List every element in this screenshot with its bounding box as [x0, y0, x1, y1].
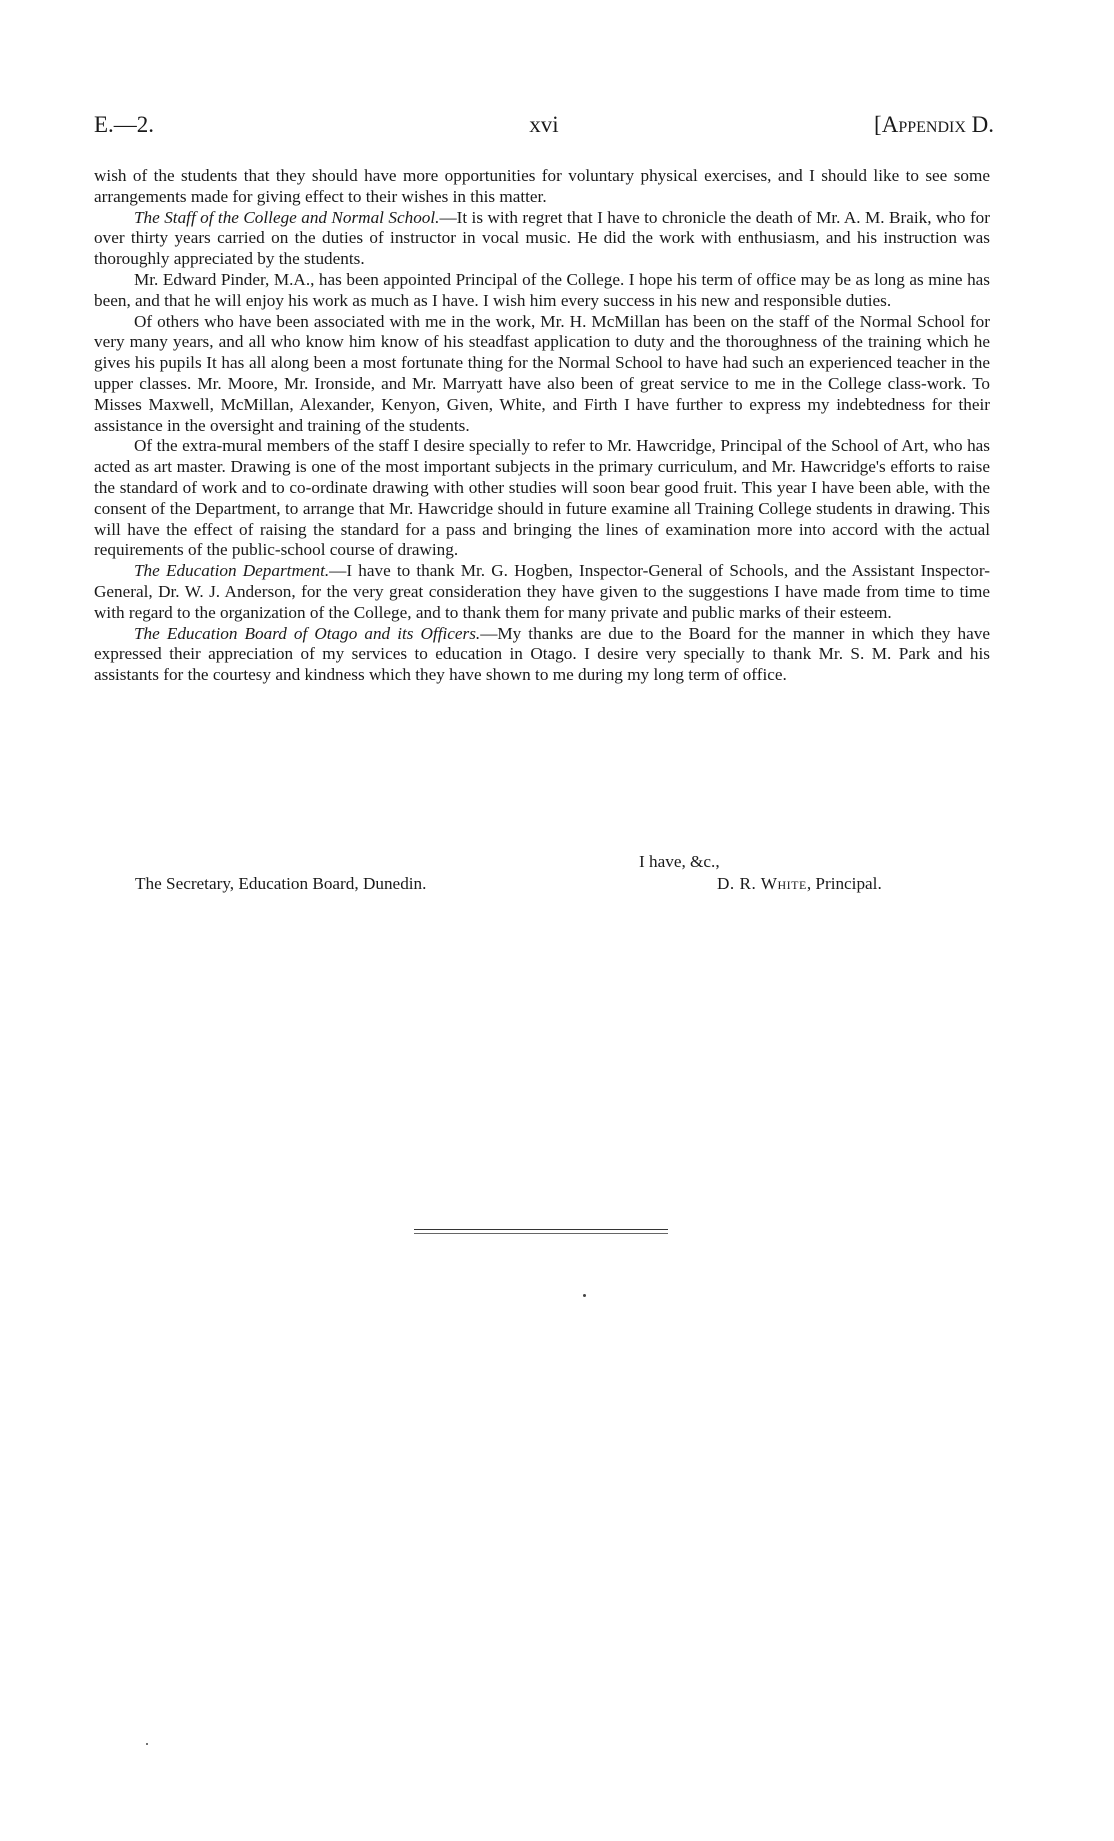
- addressee: The Secretary, Education Board, Dunedin.: [135, 874, 427, 893]
- paragraph: Of the extra-mural members of the staff I desire specially to refer to Mr. Hawcridge, Principal of the School of Art, who has acted as art master. Drawing is one of the most important subjects in the primary curriculum, and Mr. Hawcridge's efforts to raise the standard of work and to co-ordinate drawing with other studies will soon bear good fruit. This year I have been able, with the consent of the Department, to arrange that Mr. Hawcridge should in future examine all Training College students in drawing. This will have the effect of raising the standard for a pass and bringing the lines of examination more into accord with the actual requirements of the public-school course of drawing.: [94, 436, 990, 560]
- document-code: E.—2.: [94, 112, 155, 137]
- report-body: [94, 166, 990, 686]
- paragraph: wish of the students that they should have more opportunities for voluntary physical exercises, and I should like to see some arrangements made for giving effect to their wishes in this matter.: [94, 166, 990, 206]
- page-number: xvi: [529, 112, 559, 137]
- paragraph: Of others who have been associated with me in the work, Mr. H. McMillan has been on the staff of the Normal School for very many years, and all who know him know of his steadfast application to duty and the thoroughness of the training which he gives his pupils It has all along been a most fortunate thing for the Normal School to have had such an experienced teacher in the upper classes. Mr. Moore, Mr. Ironside, and Mr. Marryatt have also been of great service to me in the College class-work. To Misses Maxwell, McMillan, Alexander, Kenyon, Given, White, and Firth I have further to express my indebtedness for their assistance in the oversight and training of the students.: [94, 311, 990, 435]
- closing-phrase: I have, &c.,: [639, 852, 720, 871]
- paragraph: Mr. Edward Pinder, M.A., has been appointed Principal of the College. I hope his term of office may be as long as mine has been, and that he will enjoy his work as much as I have. I wish him every success in his new and responsible duties.: [94, 269, 990, 310]
- section-heading: The Staff of the College and Normal School.: [134, 207, 440, 227]
- end-rule-secondary: [414, 1233, 668, 1234]
- page-header: [94, 112, 994, 144]
- print-speck: [583, 1294, 586, 1297]
- print-speck: [146, 1743, 148, 1745]
- appendix-label: [Appendix D.: [874, 112, 994, 137]
- paragraph-board: The Education Board of Otago and its Officers.—My thanks are due to the Board for the manner in which they have expressed their appreciation of my services to education in Otago. I desire very specially to thank Mr. S. M. Park and his assistants for the courtesy and kindness which they have shown to me during my long term of office.: [94, 623, 990, 685]
- paragraph-staff: The Staff of the College and Normal School.—It is with regret that I have to chronicle the death of Mr. A. M. Braik, who for over thirty years carried on the duties of instructor in vocal music. He did the work with enthusiasm, and his instruction was thoroughly appreciated by the students.: [94, 207, 990, 269]
- signature: [717, 874, 882, 895]
- signatory-name: D. R. White: [717, 874, 807, 893]
- section-heading: The Education Department.: [134, 561, 330, 581]
- section-heading: The Education Board of Otago and its Officers.: [134, 623, 481, 643]
- signatory-title: , Principal.: [806, 874, 882, 893]
- end-rule: [414, 1229, 668, 1230]
- paragraph-department: The Education Department.—I have to thank Mr. G. Hogben, Inspector-General of Schools, and the Assistant Inspector-General, Dr. W. J. Anderson, for the very great consideration they have given to the suggestions I have made from time to time with regard to the organization of the College, and to thank them for many private and public marks of their esteem.: [94, 561, 990, 622]
